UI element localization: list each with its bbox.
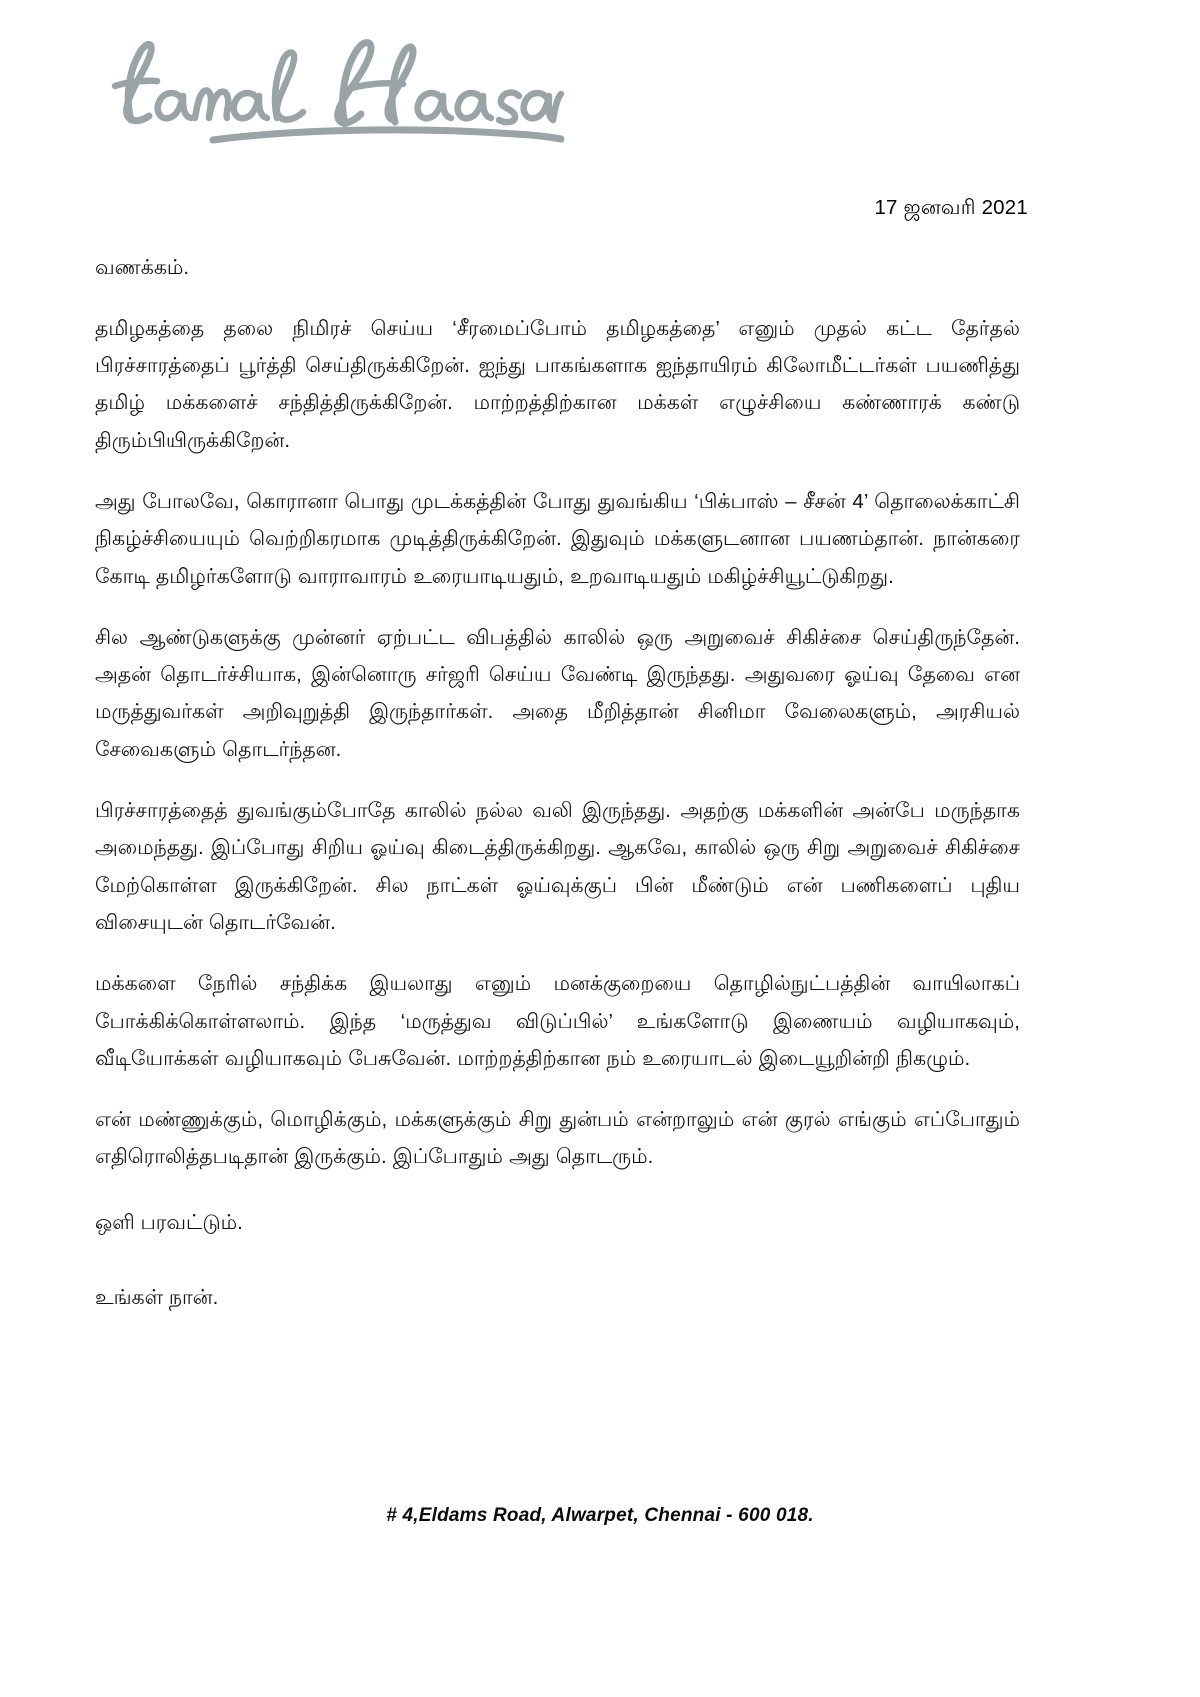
letter-paragraph-6: என் மண்ணுக்கும், மொழிக்கும், மக்களுக்கும் சிறு துன்பம் என்றாலும் என் குரல் எங்கும் எப்போதும் எதிரொலித்தபடிதான் இருக்கும். இப்போதும் அது தொடரும். [95, 1108, 1020, 1169]
letter-paragraph-1: தமிழகத்தை தலை நிமிரச் செய்ய ‘சீரமைப்போம் தமிழகத்தை’ எனும் முதல் கட்ட தேர்தல் பிரச்சாரத்தைப் பூர்த்தி செய்திருக்கிறேன். ஐந்து பாகங்களாக ஐந்தாயிரம் கிலோமீட்டர்கள் பயணித்து தமிழ் மக்களைச் சந்தித்திருக்கிறேன். மாற்றத்திற்கான மக்கள் எழுச்சியை கண்ணாரக் கண்டு திரும்பியிருக்கிறேன். [95, 316, 1020, 452]
letterhead-signature-logo [95, 28, 565, 148]
letter-footer [0, 1505, 1200, 1527]
letter-paragraph-5: மக்களை நேரில் சந்திக்க இயலாது எனும் மனக்குறையை தொழில்நுட்பத்தின் வாயிலாகப் போக்கிக்கொள்ளலாம். இந்த ‘மருத்துவ விடுப்பில்’ உங்களோடு இணையம் வழியாகவும், வீடியோக்கள் வழியாகவும் பேசுவேன். மாற்றத்திற்கான நம் உரையாடல் இடையூறின்றி நிகழும். [95, 972, 1020, 1070]
footer-address: # 4,Eldams Road, Alwarpet, Chennai - 600 018. [386, 1505, 814, 1526]
letter-body [95, 252, 1020, 1315]
letter-signoff: உங்கள் நான். [95, 1285, 219, 1309]
letter-greeting: வணக்கம். [95, 256, 190, 279]
letter-closing: ஒளி பரவட்டும். [95, 1210, 243, 1234]
letter-paragraph-2: அது போலவே, கொரானா பொது முடக்கத்தின் போது துவங்கிய ‘பிக்பாஸ் – சீசன் 4’ தொலைக்காட்சி நிகழ்ச்சியையும் வெற்றிகரமாக முடித்திருக்கிறேன். இதுவும் மக்களுடனான பயணம்தான். நான்கரை கோடி தமிழர்களோடு வாராவாரம் உரையாடியதும், உறவாடியதும் மகிழ்ச்சியூட்டுகிறது. [95, 489, 1020, 588]
letter-paragraph-4: பிரச்சாரத்தைத் துவங்கும்போதே காலில் நல்ல வலி இருந்தது. அதற்கு மக்களின் அன்பே மருந்தாக அமைந்தது. இப்போது சிறிய ஓய்வு கிடைத்திருக்கிறது. ஆகவே, காலில் ஒரு சிறு அறுவைச் சிகிச்சை மேற்கொள்ள இருக்கிறேன். சில நாட்கள் ஓய்வுக்குப் பின் மீண்டும் என் பணிகளைப் புதிய விசையுடன் தொடர்வேன். [95, 799, 1020, 934]
letter-closing-block [95, 1206, 1020, 1316]
letter-date: 17 ஜனவரி 2021 [874, 196, 1028, 219]
letter-paragraph-3: சில ஆண்டுகளுக்கு முன்னர் ஏற்பட்ட விபத்தில் காலில் ஒரு அறுவைச் சிகிச்சை செய்திருந்தேன். அதன் தொடர்ச்சியாக, இன்னொரு சர்ஜரி செய்ய வேண்டி இருந்தது. அதுவரை ஓய்வு தேவை என மருத்துவர்கள் அறிவுறுத்தி இருந்தார்கள். அதை மீறித்தான் சினிமா வேலைகளும், அரசியல் சேவைகளும் தொடர்ந்தன. [95, 625, 1020, 761]
